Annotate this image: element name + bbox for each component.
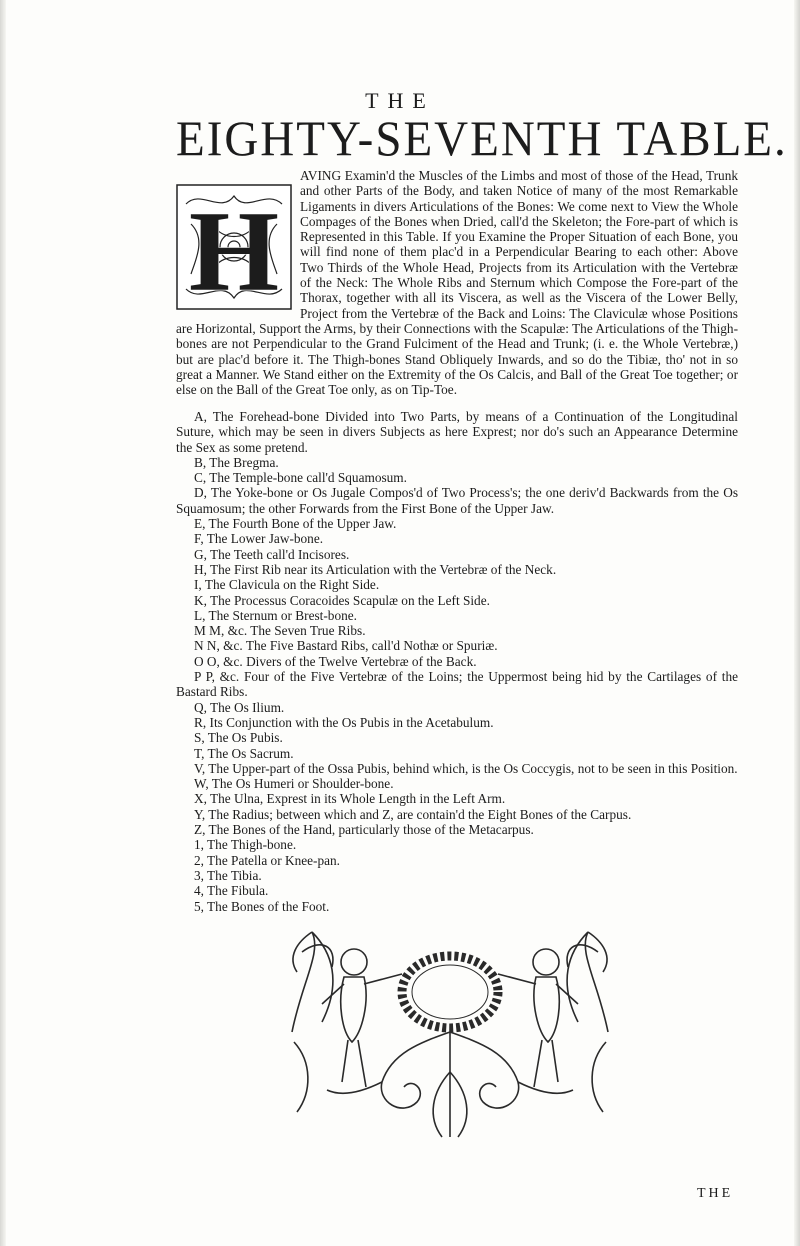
legend-item: T, The Os Sacrum.	[194, 745, 294, 761]
legend-item: O O, &c. Divers of the Twelve Vertebræ of the Back.	[194, 653, 477, 669]
legend-item: S, The Os Pubis.	[194, 730, 283, 746]
page-title: EIGHTY-SEVENTH TABLE.	[176, 111, 788, 167]
legend-item: C, The Temple-bone call'd Squamosum.	[194, 470, 407, 486]
drop-cap-letter: H	[188, 188, 280, 310]
legend-item: A, The Forehead-bone Divided into Two Parts, by means of a Continuation of the Longitudinal Suture, which may be seen in divers Subjects as here Exprest; nor do's such an Appearance Determine the Sex as some pretend.	[176, 409, 738, 455]
legend-item: 5, The Bones of the Foot.	[194, 898, 330, 914]
catchword: THE	[697, 1186, 734, 1201]
legend-item: 3, The Tibia.	[194, 867, 262, 883]
legend-item: X, The Ulna, Exprest in its Whole Length in the Left Arm.	[194, 791, 506, 807]
legend-item: N N, &c. The Five Bastard Ribs, call'd Nothæ or Spuriæ.	[194, 638, 498, 654]
legend-item: R, Its Conjunction with the Os Pubis in the Acetabulum.	[194, 714, 494, 730]
intro-paragraph	[176, 168, 738, 397]
legend-item: F, The Lower Jaw-bone.	[194, 531, 324, 547]
legend-item: D, The Yoke-bone or Os Jugale Compos'd of Two Process's; the one deriv'd Backwards from the Os Squamosum; the other Forwards from the First Bone of the Upper Jaw.	[176, 485, 738, 516]
page-edge-left	[0, 0, 6, 1246]
legend-item: H, The First Rib near its Articulation with the Vertebræ of the Neck.	[194, 561, 557, 577]
intro-text: Examin'd the Muscles of the Limbs and most of those of the Head, Trunk and other Parts of the Body, and taken Notice of many of the most Remarkable Ligaments in divers Articulations of the Bones: We come next to View the Whole Compages of the Bones when Dried, call'd the Skeleton; the Fore-part of which is Represented in this Table. If you Examine the Proper Situation of each Bone, you will find none of them plac'd in a Perpendicular Bearing to each other: Above Two Thirds of the Whole Head, Projects from its Articulation with the Vertebræ of the Neck: The Whole Ribs and Sternum which Compose the Fore-part of the Thorax, together with all its Viscera, as well as the Viscera of the Lower Belly, Project from the Vertebræ of the Back and Loins: The Claviculæ whose Positions are Horizontal, Support the Arms, by their Connections with the Scapulæ: The Articulations of the Thigh-bones are not Perpendicular to the Grand Fulciment of the Head and Trunk; (i. e. the Whole Vertebræ,) but are plac'd before it. The Thigh-bones Stand Obliquely Inwards, and so do the Tibiæ, tho' not in so great a Manner. We Stand either on the Extremity of the Os Calcis, and Ball of the Great Toe together; or else on the Ball of the Great Toe only, as on Tip-Toe.	[176, 168, 738, 398]
cherub-wreath-vignette	[282, 922, 618, 1144]
legend-item: L, The Sternum or Brest-bone.	[194, 607, 357, 623]
legend-item: W, The Os Humeri or Shoulder-bone.	[194, 776, 394, 792]
intro-lead-word: AVING	[300, 168, 342, 183]
page-edge-right	[794, 0, 800, 1246]
legend-item: B, The Bregma.	[194, 454, 279, 470]
legend-item: I, The Clavicula on the Right Side.	[194, 577, 380, 593]
legend-item: Z, The Bones of the Hand, particularly those of the Metacarpus.	[194, 822, 534, 838]
legend-item: P P, &c. Four of the Five Vertebræ of the Loins; the Uppermost being hid by the Cartilages of the Bastard Ribs.	[176, 669, 738, 700]
legend-item: E, The Fourth Bone of the Upper Jaw.	[194, 516, 397, 532]
legend-item: Y, The Radius; between which and Z, are contain'd the Eight Bones of the Carpus.	[194, 806, 632, 822]
legend-item: Q, The Os Ilium.	[194, 699, 285, 715]
legend-item: 1, The Thigh-bone.	[194, 837, 297, 853]
legend-item: 2, The Patella or Knee-pan.	[194, 852, 340, 868]
legend-item: V, The Upper-part of the Ossa Pubis, behind which, is the Os Coccygis, not to be seen in this Position.	[194, 760, 738, 776]
legend-item: 4, The Fibula.	[194, 883, 269, 899]
legend-item: M M, &c. The Seven True Ribs.	[194, 623, 366, 639]
heading-kicker: THE	[365, 88, 435, 113]
legend-item: K, The Processus Coracoides Scapulæ on the Left Side.	[194, 592, 490, 608]
legend-item: G, The Teeth call'd Incisores.	[194, 546, 350, 562]
legend-list	[176, 409, 738, 914]
